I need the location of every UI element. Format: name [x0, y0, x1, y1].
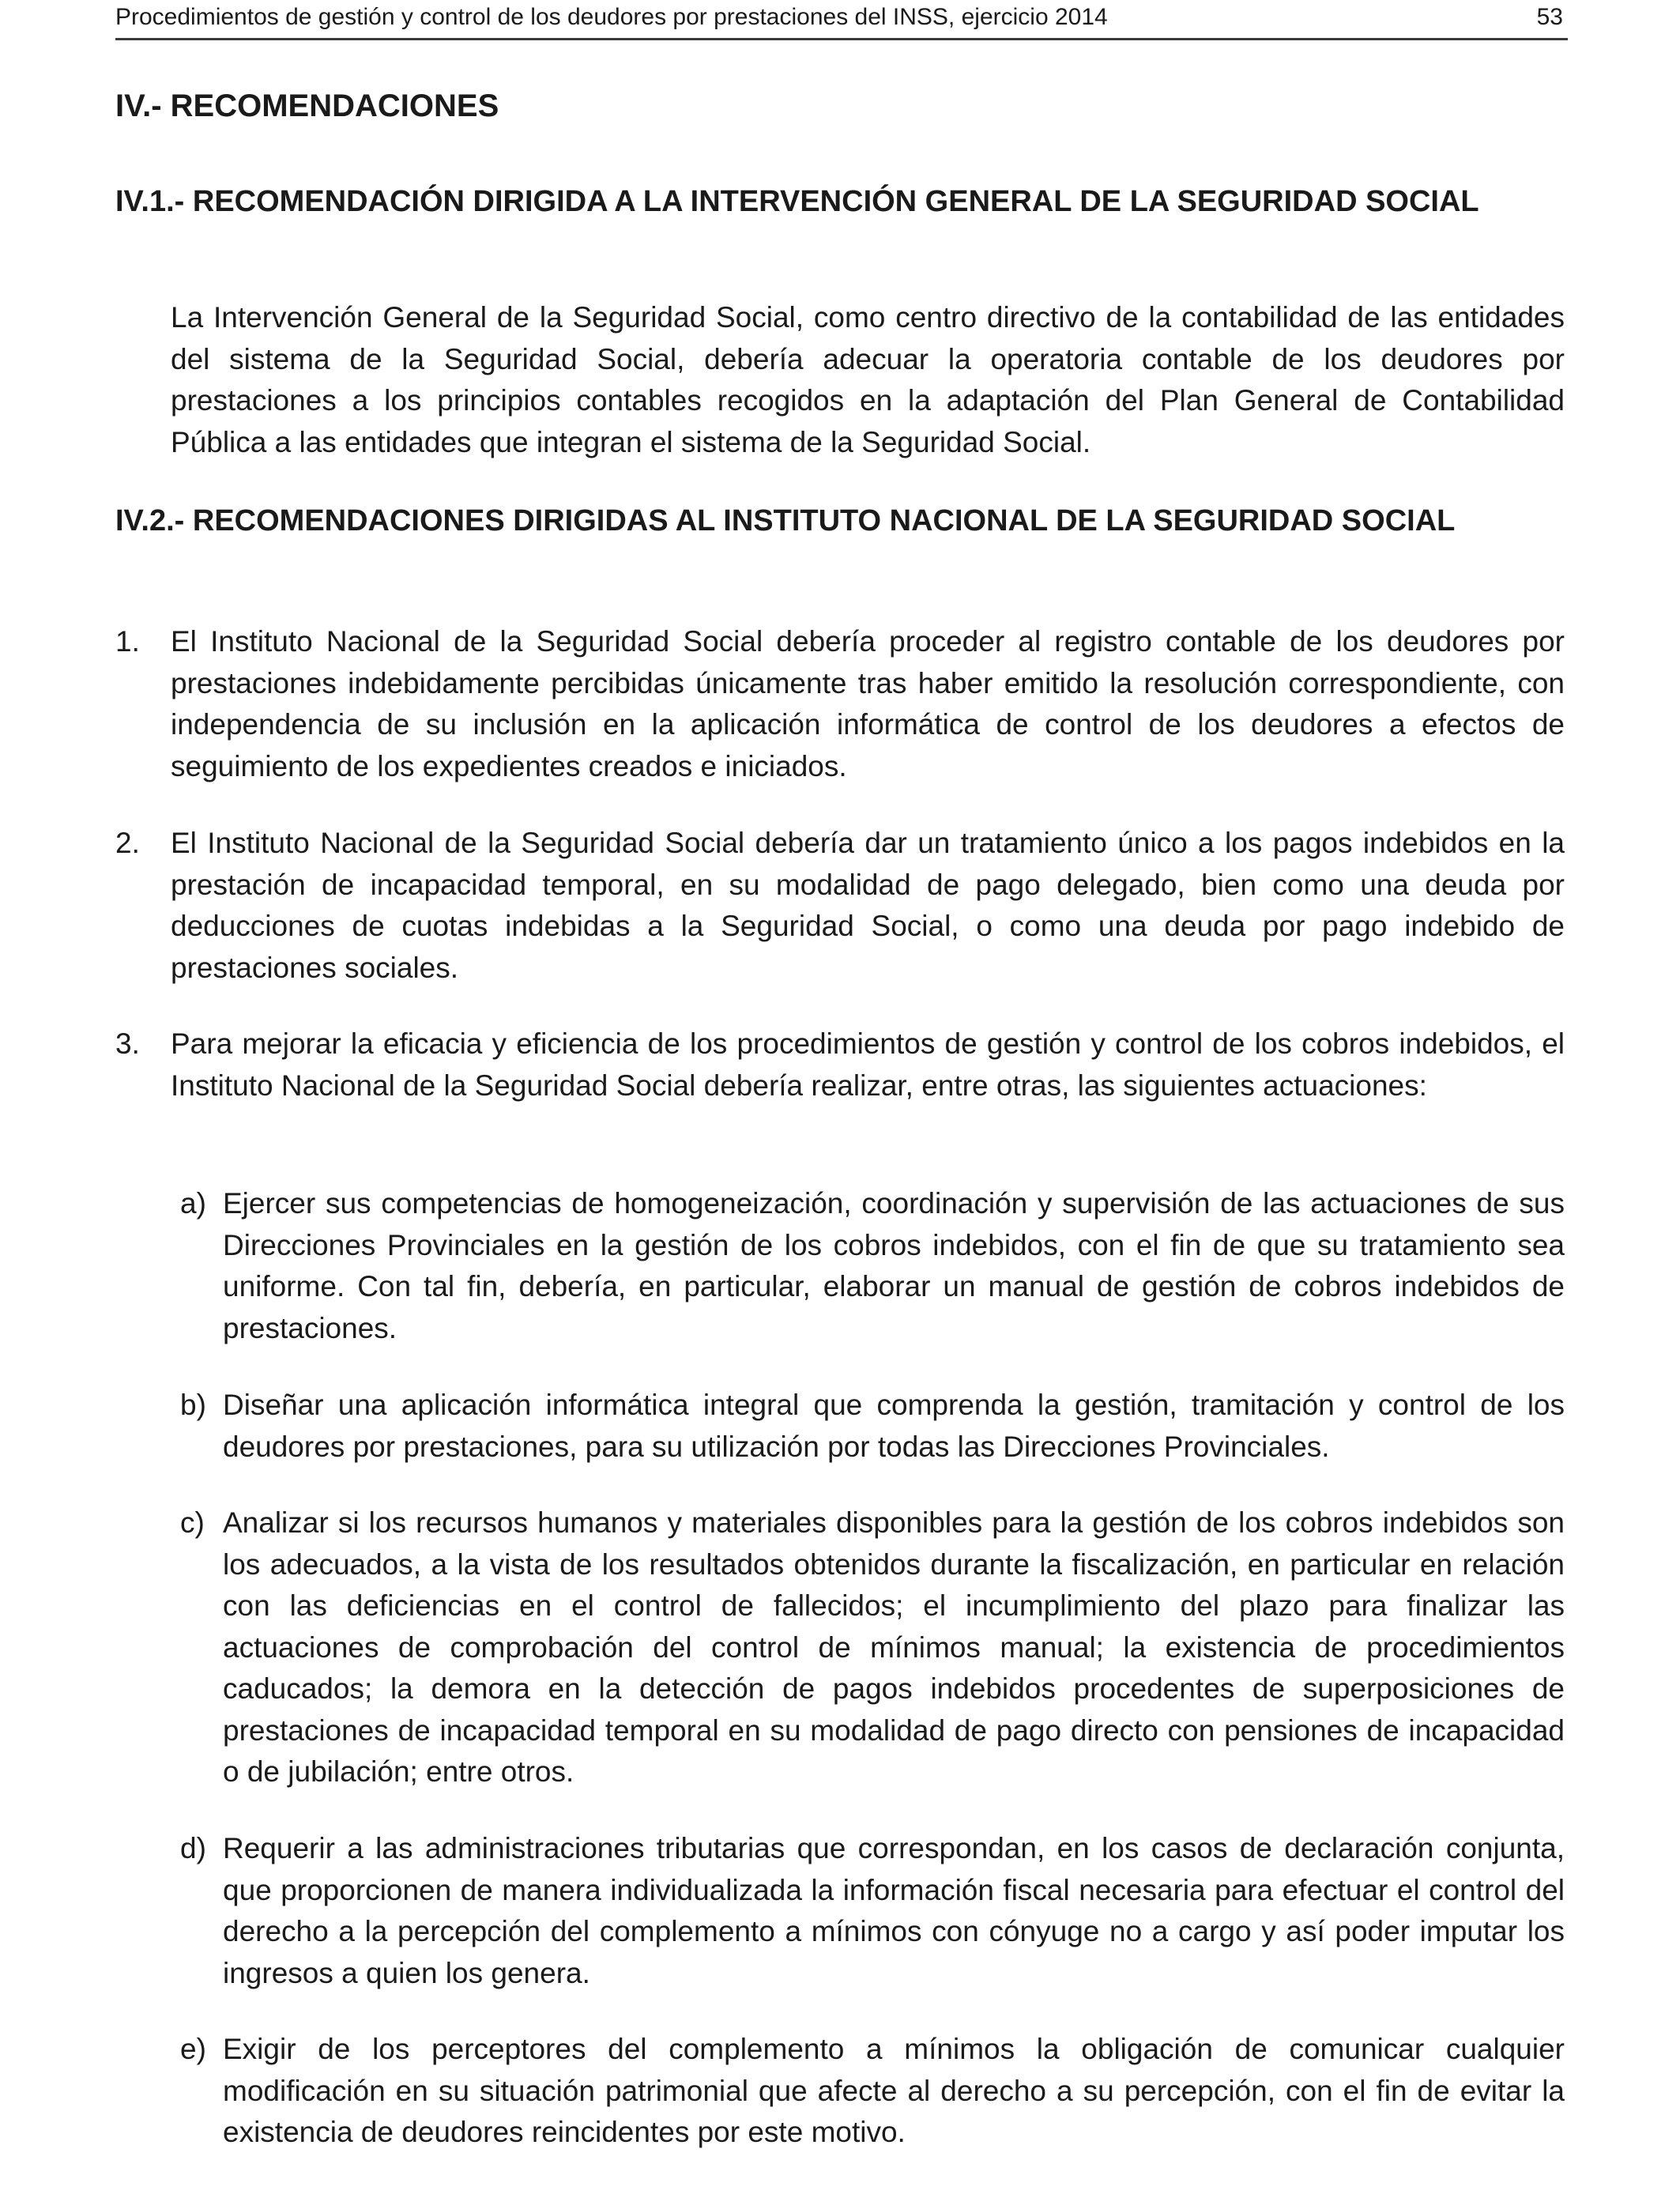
recommendation-subitem-a: Ejercer sus competencias de homogeneización, coordinación y supervisión de las actuaciones de sus Direcciones Provinciales en la gestión de los cobros indebidos, con el fin de que su tratamiento sea uniforme. Con tal fin, debería, en particular, elaborar un manual de gestión de cobros indebidos de prestaciones.	[223, 1187, 1565, 1344]
subitem-letter-a: a)	[180, 1187, 206, 1220]
subitem-letter-b: b)	[180, 1389, 206, 1421]
running-title: Procedimientos de gestión y control de los deudores por prestaciones del INSS, ejercicio 2014	[115, 4, 1108, 30]
page-number: 53	[1536, 4, 1563, 30]
section-heading-iv2: IV.2.- RECOMENDACIONES DIRIGIDAS AL INSTITUTO NACIONAL DE LA SEGURIDAD SOCIAL	[115, 504, 1456, 537]
subitem-letter-d: d)	[180, 1832, 206, 1864]
page-header	[115, 0, 1568, 40]
item-number-3: 3.	[115, 1027, 140, 1060]
subitem-letter-e: e)	[180, 2033, 206, 2065]
recommendation-subitem-d: Requerir a las administraciones tributarias que correspondan, en los casos de declaración conjunta, que proporcionen de manera individualizada la información fiscal necesaria para efectuar el control del derecho a la percepción del complemento a mínimos con cónyuge no a cargo y así poder imputar los ingresos a quien los genera.	[223, 1832, 1565, 1989]
chapter-heading: IV.- RECOMENDACIONES	[115, 89, 499, 123]
recommendation-item-2: El Instituto Nacional de la Seguridad Social debería dar un tratamiento único a los pagos indebidos en la prestación de incapacidad temporal, en su modalidad de pago delegado, bien como una deuda por deducciones de cuotas indebidas a la Seguridad Social, o como una deuda por pago indebido de prestaciones sociales.	[171, 827, 1565, 984]
section-heading-iv1: IV.1.- RECOMENDACIÓN DIRIGIDA A LA INTERVENCIÓN GENERAL DE LA SEGURIDAD SOCIAL	[115, 185, 1479, 218]
item-number-2: 2.	[115, 827, 140, 859]
recommendation-subitem-b: Diseñar una aplicación informática integral que comprenda la gestión, tramitación y control de los deudores por prestaciones, para su utilización por todas las Direcciones Provinciales.	[223, 1389, 1565, 1463]
subitem-letter-c: c)	[180, 1506, 205, 1539]
recommendation-subitem-e: Exigir de los perceptores del complemento a mínimos la obligación de comunicar cualquier modificación en su situación patrimonial que afecte al derecho a su percepción, con el fin de evitar la existencia de deudores reincidentes por este motivo.	[223, 2033, 1565, 2148]
section-iv1-paragraph: La Intervención General de la Seguridad Social, como centro directivo de la contabilidad de las entidades del sistema de la Seguridad Social, debería adecuar la operatoria contable de los deudores por prestaciones a los principios contables recogidos en la adaptación del Plan General de Contabilidad Pública a las entidades que integran el sistema de la Seguridad Social.	[171, 301, 1565, 458]
recommendation-item-1: El Instituto Nacional de la Seguridad Social debería proceder al registro contable de los deudores por prestaciones indebidamente percibidas únicamente tras haber emitido la resolución correspondiente, con independencia de su inclusión en la aplicación informática de control de los deudores a efectos de seguimiento de los expedientes creados e iniciados.	[171, 625, 1565, 782]
item-number-1: 1.	[115, 625, 140, 658]
recommendation-subitem-c: Analizar si los recursos humanos y materiales disponibles para la gestión de los cobros indebidos son los adecuados, a la vista de los resultados obtenidos durante la fiscalización, en particular en relación con las deficiencias en el control de fallecidos; el incumplimiento del plazo para finalizar las actuaciones de comprobación del control de mínimos manual; la existencia de procedimientos caducados; la demora en la detección de pagos indebidos procedentes de superposiciones de prestaciones de incapacidad temporal en su modalidad de pago directo con pensiones de incapacidad o de jubilación; entre otros.	[223, 1506, 1565, 1788]
recommendation-item-3: Para mejorar la eficacia y eficiencia de los procedimientos de gestión y control de los cobros indebidos, el Instituto Nacional de la Seguridad Social debería realizar, entre otras, las siguientes actuaciones:	[171, 1027, 1565, 1102]
